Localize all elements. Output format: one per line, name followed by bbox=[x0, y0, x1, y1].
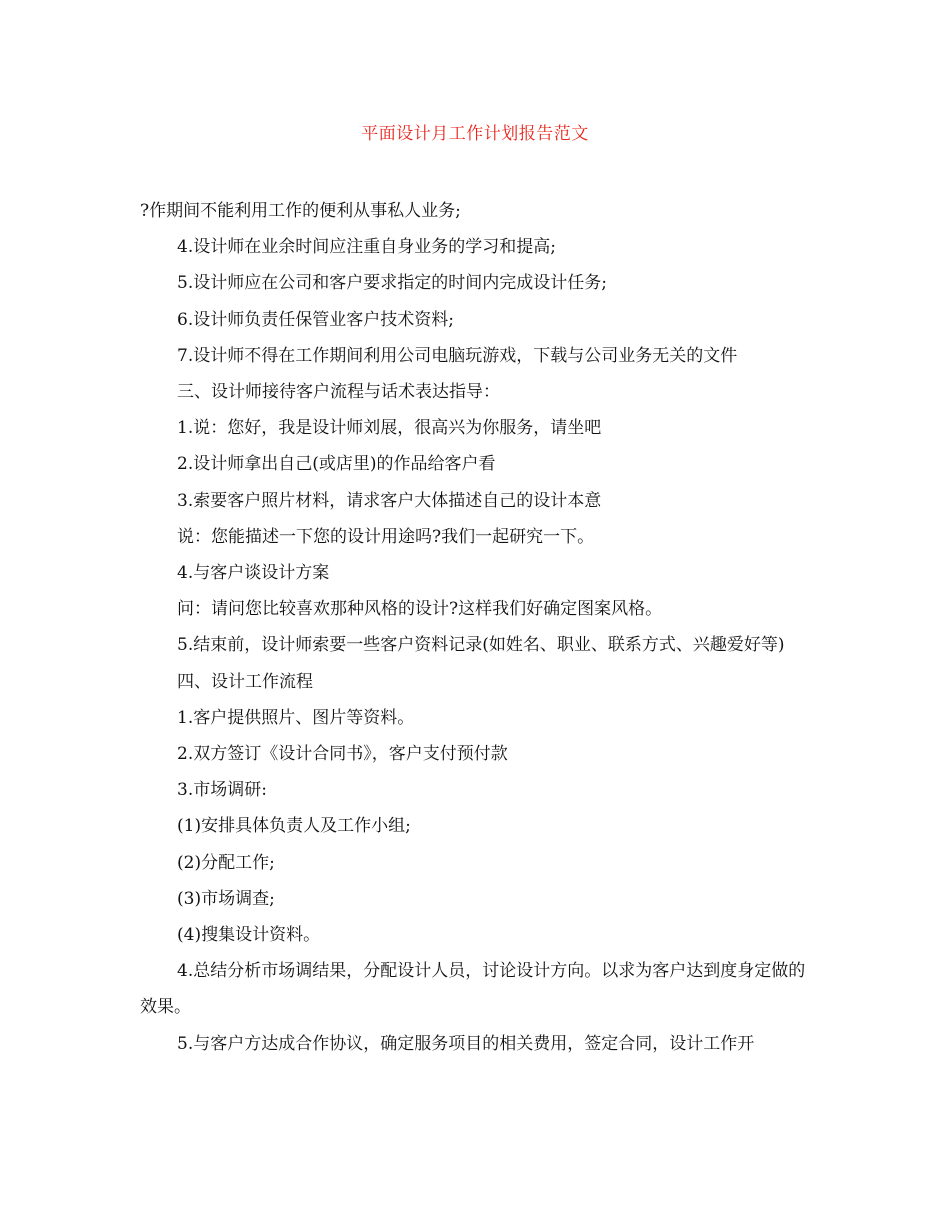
document-body bbox=[140, 193, 820, 1062]
body-paragraph: 1.说：您好，我是设计师刘展，很高兴为你服务，请坐吧 bbox=[177, 418, 602, 439]
body-paragraph: (3)市场调查; bbox=[177, 888, 275, 909]
body-paragraph: 5.设计师应在公司和客户要求指定的时间内完成设计任务; bbox=[177, 273, 607, 294]
body-paragraph: 6.设计师负责任保管业客户技术资料; bbox=[177, 309, 454, 330]
body-paragraph: 4.与客户谈设计方案 bbox=[177, 563, 330, 584]
body-paragraph: 三、设计师接待客户流程与话术表达指导： bbox=[177, 382, 500, 403]
body-paragraph: 2.设计师拿出自己(或店里)的作品给客户看 bbox=[177, 454, 496, 475]
body-paragraph: 3.索要客户照片材料，请求客户大体描述自己的设计本意 bbox=[177, 490, 602, 511]
body-paragraph: 1.客户提供照片、图片等资料。 bbox=[177, 707, 415, 728]
body-paragraph: 2.双方签订《设计合同书》，客户支付预付款 bbox=[177, 744, 508, 765]
body-paragraph: 5.与客户方达成合作协议，确定服务项目的相关费用，签定合同，设计工作开 bbox=[177, 1033, 755, 1054]
body-paragraph: 4.总结分析市场调结果，分配设计人员，讨论设计方向。以求为客户达到度身定做的效果。 bbox=[140, 961, 806, 1018]
body-paragraph: ?作期间不能利用工作的便利从事私人业务; bbox=[140, 201, 461, 221]
body-paragraph: 4.设计师在业余时间应注重自身业务的学习和提高; bbox=[177, 237, 556, 258]
body-paragraph: 5.结束前，设计师索要一些客户资料记录(如姓名、职业、联系方式、兴趣爱好等) bbox=[177, 635, 785, 656]
body-paragraph: (1)安排具体负责人及工作小组; bbox=[177, 816, 411, 837]
document-title: 平面设计月工作计划报告范文 bbox=[361, 124, 589, 144]
body-paragraph: (2)分配工作; bbox=[177, 852, 275, 873]
body-paragraph: 问：请问您比较喜欢那种风格的设计?这样我们好确定图案风格。 bbox=[177, 599, 663, 620]
body-paragraph: 说：您能描述一下您的设计用途吗?我们一起研究一下。 bbox=[177, 526, 595, 547]
body-paragraph: 四、设计工作流程 bbox=[177, 671, 313, 692]
body-paragraph: (4)搜集设计资料。 bbox=[177, 925, 321, 946]
body-paragraph: 7.设计师不得在工作期间利用公司电脑玩游戏，下载与公司业务无关的文件 bbox=[177, 345, 738, 366]
body-paragraph: 3.市场调研: bbox=[177, 780, 267, 801]
